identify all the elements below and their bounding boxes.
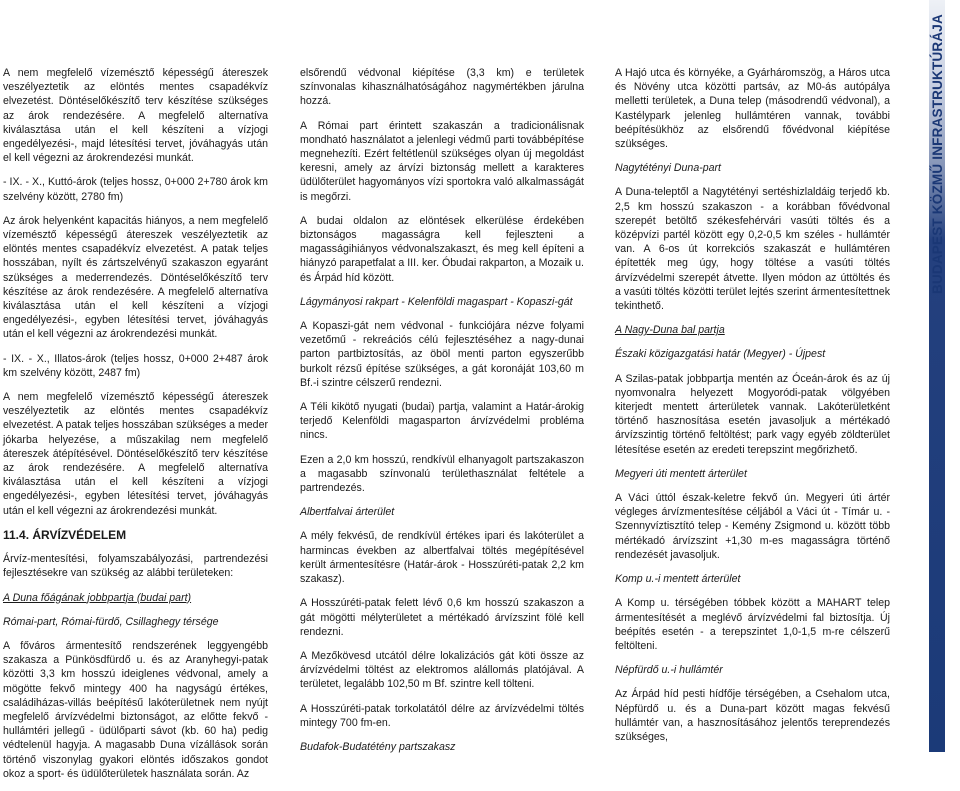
paragraph: A Hosszúréti-patak torkolatától délre az árvízvédelmi töltés mintegy 700 fm-en. (300, 702, 584, 729)
paragraph: - IX. - X., Illatos-árok (teljes hossz, 0+000 2+487 árok km szelvény között, 2487 fm) (3, 352, 268, 379)
paragraph: Az árok helyenként kapacitás hiányos, a nem megfelelő vízemésztő képességű átereszek veszélyeztetik az elöntés mentes csapadékvíz elvezetést. A patak teljes hosszában, nyílt és zártszelvényű szakaszon egyaránt szükséges a mederrendezés. Döntéselőkészítő terv készítése az árok rendezésére. A megfelelő alternatíva kiválasztása után el kell készíteni a vízjogi engedélyezési-, egyben létesítési tervet, jóváhagyás után el kell végezni az árokrendezési munkát. (3, 214, 268, 341)
side-banner-title: BUDAPEST KÖZMŰ INFRASTRUKTÚRÁJA (930, 14, 945, 294)
subheading: Megyeri úti mentett árterület (615, 467, 747, 480)
subheading: Északi közigazgatási határ (Megyer) - Újpest (615, 348, 826, 361)
paragraph: A budai oldalon az elöntések elkerülése érdekében biztonságos magasságra kell fejleszteni a magasságihiányos védvonalszakaszt, és meg kell építeni a hiányzó parapetfalat a III. ker. Óbudai rakparton, a Mozaik u. és Árpád híd között. (300, 214, 584, 284)
paragraph: A nem megfelelő vízemésztő képességű átereszek veszélyeztetik az elöntés mentes csapadékvíz elvezetést. A patak teljes hosszában szükséges a meder jókarba helyezése, a műszakilag nem megfelelő átereszek átépítésével. Döntéselőkészítő terv készítése az árok rendezésére. A megfelelő alternatíva kiválasztása után el kell készíteni a vízjogi engedélyezési-, egyben létesítési tervet, jóváhagyás után el kell végezni az árokrendezési munkát. (3, 391, 268, 517)
text-column-1 (3, 66, 268, 791)
section-heading: 11.4. ÁRVÍZVÉDELEM (3, 527, 127, 542)
paragraph: A Szilas-patak jobbpartja mentén az Óceán-árok és az új nyomvonalra helyezett Mogyoródi-patak völgyében kiterjedt mentett árterületek vannak. Lakóterületként történő hasznosítása esetén javasoljuk a mértékadó árvízszintig történő feltöltést; park vagy egyéb zöldterület létesítése esetén az eredeti terepszint megőrizhető. (615, 372, 890, 456)
paragraph: A Duna-teleptől a Nagytétényi sertéshizlaldáig terjedő kb. 2,5 km hosszú szakaszon - a korábban fővédvonal szerepét betöltő székesfehérvári vasúti töltés és a középvízi partél között egy 0,2-0,5 km széles - hullámtér van. A 6-os út korrekciós szakaszát e hullámtéren építették meg úgy, hogy töltése a vasúti töltés árvízvédelmi szerepét átvette. Ilyen módon az úttöltés és a vasúti töltés közötti terület lejtés szerint ármentesítettnek tekinthető. (615, 186, 890, 313)
paragraph: A Váci úttól észak-keletre fekvő ún. Megyeri úti ártér végleges árvízmentesítése céljából a Váci út - Tímár u. - Szennyvíztisztító telep - Kemény Zsigmond u. között több mértékadó árvízszint +1,30 m-es magasságra történő rendezését javasoljuk. (615, 492, 890, 561)
subheading: Albertfalvai árterület (300, 506, 395, 519)
paragraph: - IX. - X., Kuttó-árok (teljes hossz, 0+000 2+780 árok km szelvény között, 2780 fm) (3, 176, 268, 203)
paragraph: A Hajó utca és környéke, a Gyárháromszög, a Háros utca és Növény utca közötti partsáv, az M0-ás autópálya melletti területek, a Duna telep (másodrendű védvonal), a Kastélypark jelenleg hullámtéren vannak, további beépítésükhöz az elsőrendű fővédvonal kiépítése szükséges. (615, 67, 890, 151)
side-banner (926, 0, 960, 752)
subheading: Lágymányosi rakpart - Kelenföldi magaspart - Kopaszi-gát (300, 295, 573, 308)
subheading: Budafok-Budatétény partszakasz (300, 740, 456, 753)
paragraph: Ezen a 2,0 km hosszú, rendkívül elhanyagolt partszakaszon a magasabb színvonalú területhasználat feltétele a partrendezés. (300, 453, 584, 495)
subheading: A Nagy-Duna bal partja (615, 324, 725, 337)
text-column-3 (615, 66, 890, 754)
subheading: A Duna főágának jobbpartja (budai part) (3, 591, 192, 604)
paragraph: A Római part érintett szakaszán a tradicionálisnak mondható használatot a jelenlegi védmű parti továbbépítése megnehezíti. Ezért feltétlenül szükséges olyan új megoldást keresni, amely az árvízi biztonság mellett a karakteres üdülőterület hagyományos vízi sportokra való alkalmasságát is megőrzi. (300, 119, 584, 203)
paragraph: elsőrendű védvonal kiépítése (3,3 km) e területek színvonalas kihasználhatóságához nagymértékben járulna hozzá. (300, 67, 584, 108)
paragraph: A főváros ármentesítő rendszerének leggyengébb szakasza a Pünkösdfürdő u. és az Aranyhegyi-patak közötti 3,3 km hosszú ideiglenes védvonal, amely a mögötte fekvő mintegy 400 ha nagyságú értékes, családiházas-villás beépítésű lakóterületnek nem nyújt megfelelő árvízvédelmi biztonságot, az előtte fekvő - hullámtéri jellegű - üdülőparti sávot (kb. 60 ha) pedig védtelenül hagyja. A magasabb Duna vízállások során történő viszonylag gyakori elöntés időszakos gondot okoz a sport- és üdülőterületek használata során. Az (3, 639, 268, 780)
paragraph: A Kopaszi-gát nem védvonal - funkciójára nézve folyami vezetőmű - rekreációs célú fejlesztéséhez a nagy-dunai parton partbiztosítás, az öböl menti parton egyszerűbb burkolt rézsű építése szükséges, a gát koronáját 103,60 m Bf.-i szintre célszerű rendezni. (300, 320, 584, 389)
paragraph: A Hosszúréti-patak felett lévő 0,6 km hosszú szakaszon a gát mögötti mélyterületet a mértékadó árvízszint fölé kell rendezni. (300, 597, 584, 638)
paragraph: A Mezőkövesd utcától délre lokalizációs gát köti össze az árvízvédelmi töltést az elektromos alállomás platójával. A területet, legalább 102,50 m Bf. szintre kell tölteni. (300, 649, 584, 691)
subheading: Népfürdő u.-i hullámtér (615, 664, 723, 677)
subheading: Nagytétényi Duna-part (615, 162, 721, 175)
subheading: Komp u.-i mentett árterület (615, 573, 741, 586)
paragraph: Az Árpád híd pesti hídfője térségében, a Csehalom utca, Népfürdő u. és a Duna-part között magas fekvésű hullámtér van, a hasznosításához jelentős tereprendezés szükséges, (615, 688, 890, 743)
paragraph: A Komp u. térségében tóbbek között a MAHART telep ármentesítését a meglévő árvízvédelmi fal biztosítja. Új beépítés esetén - a terepszintet 1,0-1,5 m-re célszerű feltölteni. (615, 597, 890, 652)
paragraph: A mély fekvésű, de rendkívül értékes ipari és lakóterület a harmincas években az albertfalvai töltés megépítésével került ármentesítésre (Határ-árok - Hosszúréti-patak 2,2 km szakasz). (300, 530, 584, 586)
paragraph: A nem megfelelő vízemésztő képességű átereszek veszélyeztetik az elöntés mentes csapadékvíz elvezetést. Döntéselőkészítő terv készítése szükséges az árok rendezésére. A megfelelő alternatíva kiválasztása után el kell készíteni a vízjogi engedélyezési-, majd létesítési tervet, jóváhagyás után el kell végezni az árokrendezési munkát. (3, 67, 268, 165)
paragraph: A Téli kikötő nyugati (budai) partja, valamint a Határ-árokig terjedő Kelenföldi magasparton árvízvédelmi probléma nincs. (300, 401, 584, 442)
subheading: Római-part, Római-fürdő, Csillaghegy térsége (3, 615, 219, 628)
paragraph: Árvíz-mentesítési, folyamszabályozási, partrendezési fejlesztésekre van szükség az alábbi területeken: (3, 553, 268, 580)
text-column-2 (300, 66, 584, 764)
